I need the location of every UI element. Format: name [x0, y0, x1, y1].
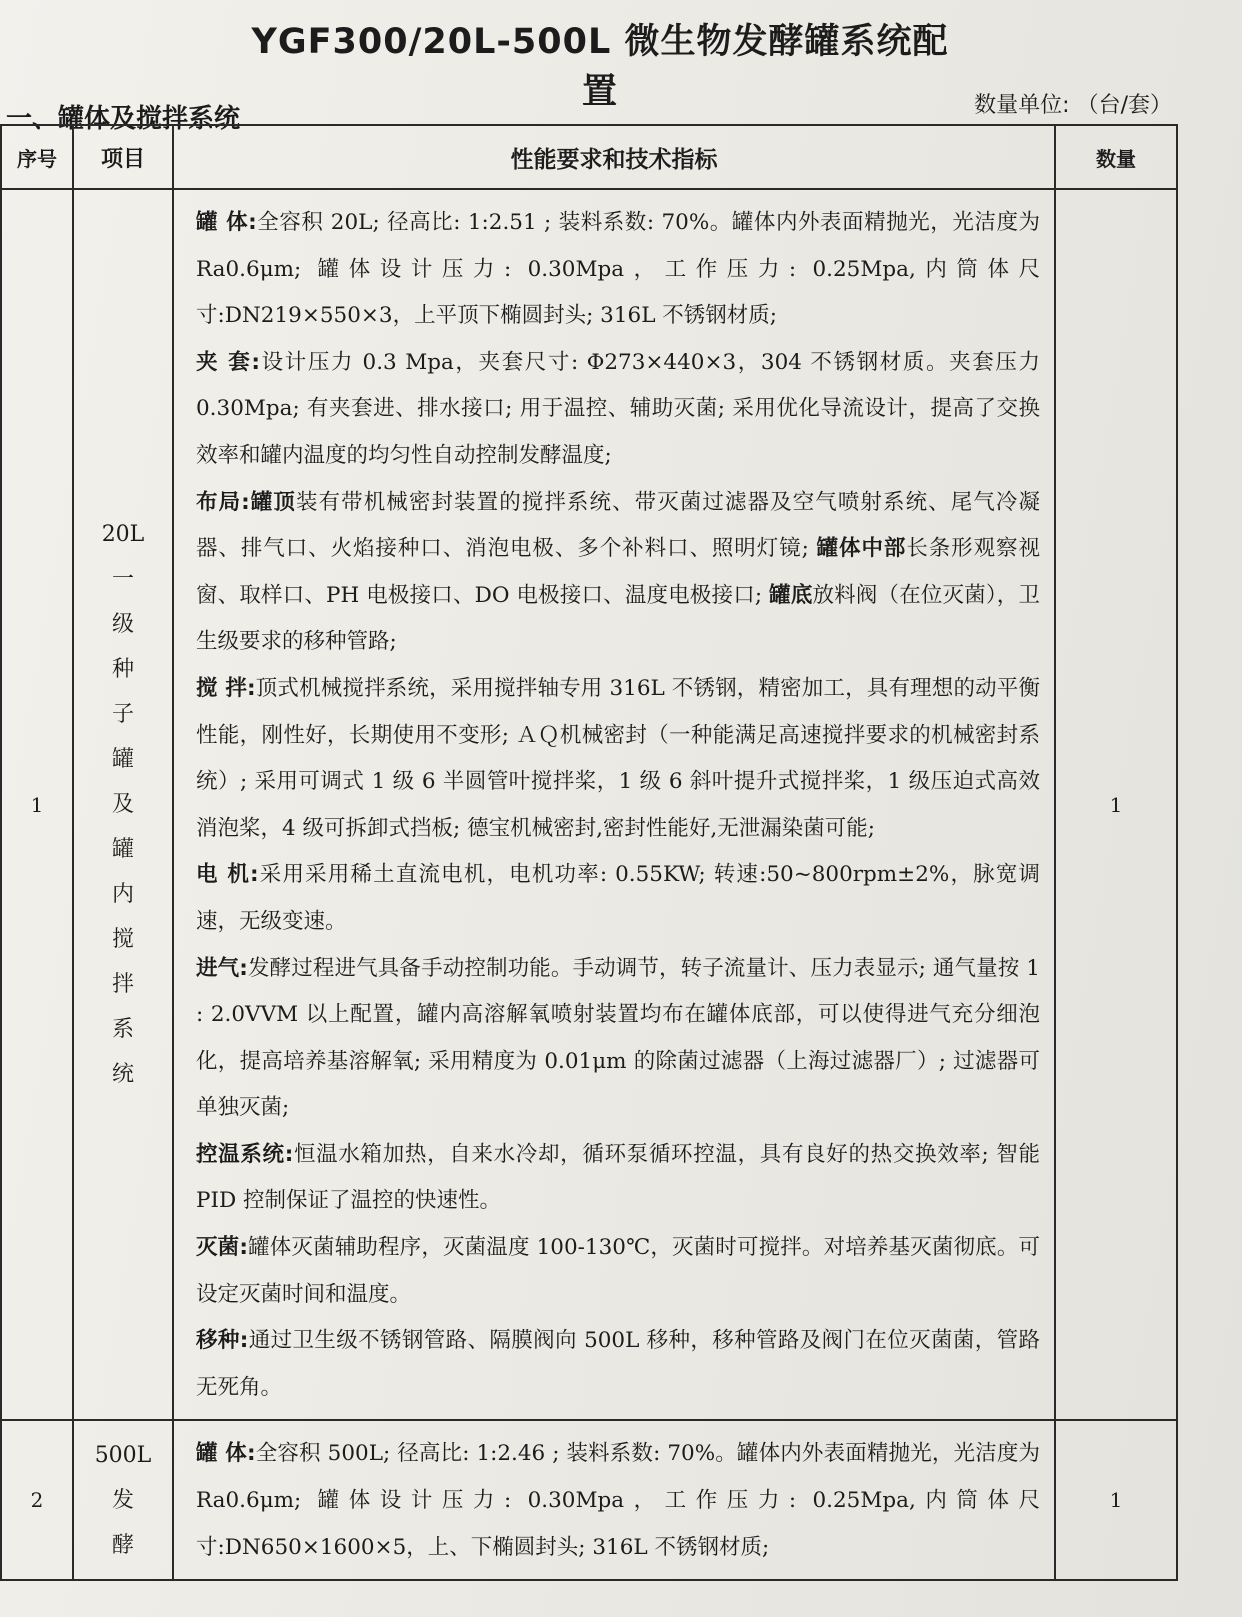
spec-text: 全容积 20L; 径高比: 1:2.51 ; 装料系数: 70%。罐体内外表面精抛光，光洁度为 Ra0.6μm; 罐体设计压力: 0.30Mpa，工作压力: 0.25Mpa,内筒体尺寸:DN219×550×3，上平顶下椭圆封头; 316L 不锈钢材质; — [196, 210, 1040, 329]
header-item: 项目 — [73, 125, 173, 189]
spec-label: 布局: — [196, 489, 250, 515]
spec-label: 灭菌: — [196, 1235, 248, 1261]
row-item-char: 发 — [111, 1487, 134, 1513]
spec-text: 恒温水箱加热，自来水冷却，循环泵循环控温，具有良好的热交换效率; 智能 PID 控制保证了温控的快速性。 — [196, 1141, 1040, 1214]
spec-paragraph — [196, 1225, 1040, 1318]
row-item-char: 种 — [111, 657, 134, 683]
spec-text: 发酵过程进气具备手动控制功能。手动调节，转子流量计、压力表显示; 通气量按 1 : 2.0VVM 以上配置，罐内高溶解氧喷射装置均布在罐体底部，可以使得进气充分细泡化，提高培养基溶解氧; 采用精度为 0.01μm 的除菌过滤器（上海过滤器厂）; 过滤器可单独灭菌; — [196, 955, 1040, 1121]
spec-sublabel: 罐体中部 — [816, 536, 907, 562]
config-table — [0, 124, 1178, 1581]
spec-sublabel: 罐底 — [769, 582, 813, 608]
header-qty: 数量 — [1055, 125, 1177, 189]
row-item-char: 内 — [111, 882, 134, 908]
table-row — [1, 189, 1177, 1420]
row-item-char: 搅 — [111, 927, 134, 953]
header-spec: 性能要求和技术指标 — [173, 125, 1055, 189]
header-seq: 序号 — [1, 125, 73, 189]
row-spec — [173, 189, 1055, 1420]
spec-text: 长条形观察视窗、取样口、PH 电极接口、DO 电极接口、温度电极接口; — [196, 536, 1040, 608]
row-item-char: 及 — [111, 792, 134, 818]
spec-label: 搅 拌: — [196, 675, 256, 701]
spec-paragraph — [196, 200, 1040, 340]
spec-label: 罐 体: — [196, 210, 257, 235]
row-item-char: 酵 — [111, 1532, 134, 1558]
spec-text: 设计压力 0.3 Mpa，夹套尺寸: Φ273×440×3，304 不锈钢材质。夹套压力 0.30Mpa; 有夹套进、排水接口; 用于温控、辅助灭菌; 采用优化导流设计，提高了交换效率和罐内温度的均匀性自动控制发酵温度; — [196, 349, 1040, 468]
spec-paragraph — [196, 1318, 1040, 1411]
spec-label: 夹 套: — [196, 349, 260, 375]
spec-text: 采用采用稀土直流电机，电机功率: 0.55KW; 转速:50~800rpm±2%，脉宽调速，无级变速。 — [196, 862, 1040, 934]
row-item — [73, 189, 173, 1420]
spec-text: 罐体灭菌辅助程序，灭菌温度 100-130℃，灭菌时可搅拌。对培养基灭菌彻底。可设定灭菌时间和温度。 — [196, 1235, 1040, 1307]
row-spec — [173, 1420, 1055, 1580]
spec-label: 电 机: — [196, 862, 259, 888]
spec-text: 通过卫生级不锈钢管路、隔膜阀向 500L 移种，移种管路及阀门在位灭菌菌，管路无死角。 — [196, 1328, 1040, 1400]
spec-label: 罐 体: — [196, 1441, 256, 1467]
row-item-char: 拌 — [111, 972, 134, 998]
row-item-char: 级 — [111, 612, 134, 638]
table-row — [1, 1420, 1177, 1580]
row-qty: 1 — [1055, 189, 1177, 1420]
row-item-char: 统 — [111, 1062, 134, 1088]
row-item-char: 500L — [94, 1442, 152, 1468]
spec-block — [174, 190, 1054, 1419]
row-qty: 1 — [1055, 1420, 1177, 1580]
row-item-text — [74, 512, 172, 1097]
spec-paragraph — [196, 340, 1040, 480]
row-item-char: 子 — [111, 702, 134, 728]
row-item — [73, 1420, 173, 1580]
spec-text: 全容积 500L; 径高比: 1:2.46 ; 装料系数: 70%。罐体内外表面精抛光，光洁度为 Ra0.6μm; 罐体设计压力: 0.30Mpa，工作压力: 0.25Mpa,内筒体尺寸:DN650×1600×5，上、下椭圆封头; 316L 不锈钢材质; — [196, 1441, 1040, 1560]
row-item-char: 系 — [111, 1017, 134, 1043]
spec-paragraph — [196, 946, 1040, 1132]
spec-text: 顶式机械搅拌系统，采用搅拌轴专用 316L 不锈钢，精密加工，具有理想的动平衡性能，刚性好，长期使用不变形; ＡＱ机械密封（一种能满足高速搅拌要求的机械密封系统）; 采用可调式 1 级 6 半圆管叶搅拌桨，1 级 6 斜叶提升式搅拌桨，1 级压迫式高效消泡桨，4 级可拆卸式挡板; 德宝机械密封,密封性能好,无泄漏染菌可能; — [196, 675, 1040, 841]
spec-text: 放料阀（在位灭菌），卫生级要求的移种管路; — [196, 582, 1040, 655]
spec-text: 装有带机械密封装置的搅拌系统、带灭菌过滤器及空气喷射系统、尾气冷凝器、排气口、火焰接种口、消泡电极、多个补料口、照明灯镜; — [196, 489, 1040, 562]
spec-paragraph — [196, 480, 1040, 666]
row-item-char: 罐 — [111, 747, 134, 773]
spec-label: 移种: — [196, 1328, 249, 1354]
row-item-char: 一 — [111, 567, 134, 593]
spec-paragraph — [196, 666, 1040, 852]
row-item-text — [74, 1433, 172, 1568]
row-seq: 2 — [1, 1420, 73, 1580]
row-item-char: 20L — [101, 522, 145, 548]
document-title: YGF300/20L-500L 微生物发酵罐系统配置 — [251, 22, 949, 112]
spec-paragraph — [196, 1132, 1040, 1225]
row-item-char: 罐 — [111, 837, 134, 863]
spec-block — [174, 1421, 1054, 1579]
spec-label: 进气: — [196, 955, 248, 981]
table-header-row — [1, 125, 1177, 189]
spec-sublabel: 罐顶 — [249, 489, 296, 515]
section-title: 一、罐体及搅拌系统 — [6, 104, 241, 134]
unit-note: 数量单位: （台/套） — [974, 93, 1172, 118]
spec-paragraph — [196, 1431, 1040, 1571]
spec-paragraph — [196, 852, 1040, 945]
row-seq: 1 — [1, 189, 73, 1420]
table-body — [1, 189, 1177, 1580]
spec-label: 控温系统: — [196, 1141, 294, 1167]
